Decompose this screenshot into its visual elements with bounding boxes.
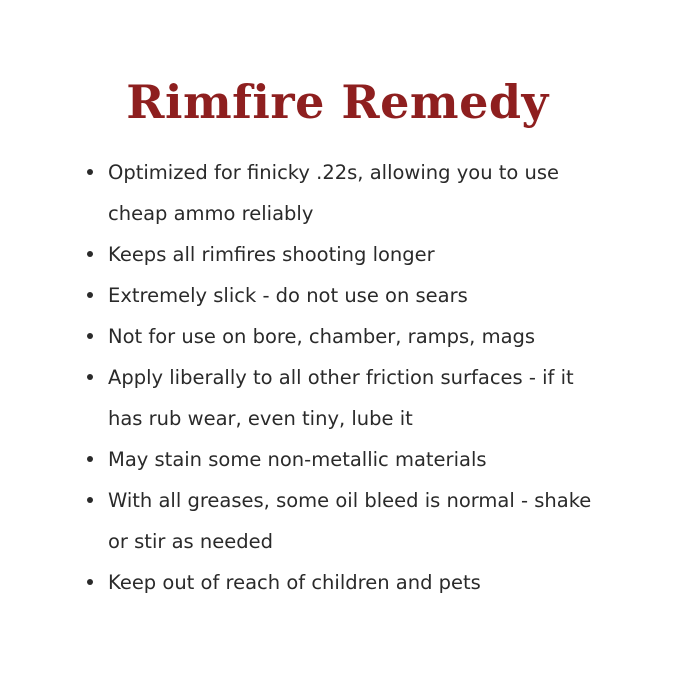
list-item [108, 316, 608, 357]
list-item-text: Apply liberally to all other friction surfaces - if it has rub wear, even tiny, lube it [108, 366, 574, 430]
list-item [108, 439, 608, 480]
list-item [108, 152, 608, 234]
bullet-icon [87, 374, 93, 380]
list-item [108, 275, 608, 316]
list-item-text: May stain some non-metallic materials [108, 448, 487, 471]
list-item-text: Extremely slick - do not use on sears [108, 284, 468, 307]
list-item [108, 480, 608, 562]
feature-list [108, 152, 608, 603]
list-item-text: Keeps all rimfires shooting longer [108, 243, 435, 266]
list-item [108, 234, 608, 275]
bullet-icon [87, 579, 93, 585]
list-item-text: With all greases, some oil bleed is normal - shake or stir as needed [108, 489, 592, 553]
page-title: Rimfire Remedy [126, 75, 549, 129]
bullet-icon [87, 169, 93, 175]
bullet-icon [87, 497, 93, 503]
list-item [108, 357, 608, 439]
list-item-text: Not for use on bore, chamber, ramps, mags [108, 325, 536, 348]
list-item-text: Optimized for finicky .22s, allowing you to use cheap ammo reliably [108, 161, 560, 225]
bullet-icon [87, 292, 93, 298]
bullet-icon [87, 333, 93, 339]
bullet-icon [87, 456, 93, 462]
list-item-text: Keep out of reach of children and pets [108, 571, 481, 594]
bullet-icon [87, 251, 93, 257]
list-item [108, 562, 608, 603]
